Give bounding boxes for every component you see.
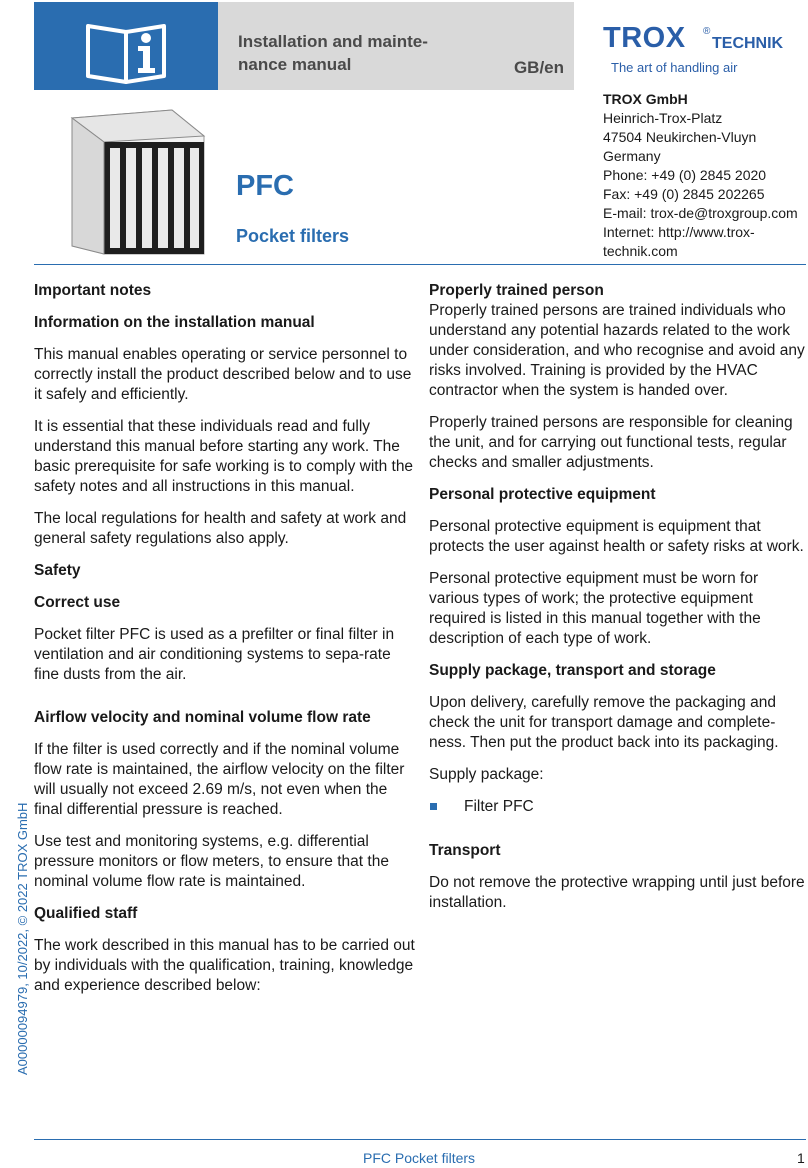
document-reference: A00000094979, 10/2022, © 2022 TROX GmbH [15, 802, 30, 1075]
paragraph: Personal protective equipment must be worn for various types of work; the protective equipment required is listed in this manual together with the description of each type of work. [429, 570, 761, 647]
paragraph: It is essential that these individuals read and fully understand this manual before starting any work. The basic prerequisite for safe working is to comply with the safety notes and all instructions in this manual. [34, 418, 414, 495]
heading-supply-package: Supply package, transport and storage [429, 662, 716, 679]
heading-airflow: Airflow velocity and nominal volume flow rate [34, 709, 371, 726]
address-fax: Fax: +49 (0) 2845 202265 [603, 186, 765, 202]
paragraph: Properly trained persons are trained individuals who understand any potential hazards related to the work under consideration, and who recognise and avoid any risks involved. Training is provided by the HVAC contractor when the system is handed over. [429, 302, 805, 399]
address-country: Germany [603, 148, 661, 164]
right-column [429, 281, 808, 913]
manual-icon-box [34, 2, 218, 90]
trox-logo-technik: TECHNIK [712, 35, 784, 52]
language-code: GB/en [513, 58, 564, 77]
footer-title: PFC Pocket filters [363, 1150, 476, 1166]
company-name: TROX GmbH [603, 91, 688, 107]
footer-divider [34, 1139, 806, 1140]
address-street: Heinrich-Trox-Platz [603, 110, 723, 126]
title-bar [218, 2, 574, 90]
paragraph: The local regulations for health and safety at work and general safety regulations also apply. [34, 510, 407, 547]
paragraph: Do not remove the protective wrapping until just before installation. [429, 874, 805, 911]
product-name: Pocket filters [236, 226, 350, 246]
manual-title: Installation and mainte- nance manual [238, 32, 428, 74]
heading-ppe: Personal protective equipment [429, 486, 656, 503]
paragraph: This manual enables operating or service personnel to correctly install the product described below and to use it safely and efficiently. [34, 346, 412, 403]
product-code: PFC [236, 170, 294, 202]
page-number: 1 [797, 1150, 805, 1166]
address-email[interactable]: E-mail: trox-de@troxgroup.com [603, 205, 798, 221]
paragraph: The work described in this manual has to be carried out by individuals with the qualification, training, knowledge and experience described below: [34, 937, 415, 994]
paragraph: Use test and monitoring systems, e.g. differential pressure monitors or flow meters, to ensure that the nominal volume flow rate is maintained. [34, 833, 389, 890]
heading-qualified-staff: Qualified staff [34, 905, 138, 922]
manual-info-icon [34, 2, 218, 90]
paragraph: Pocket filter PFC is used as a prefilter or final filter in ventilation and air conditioning systems to sepa-rate fine dusts from the air. [34, 626, 395, 683]
address-internet[interactable]: Internet: http://www.trox- [603, 224, 755, 240]
trox-logo-registered: ® [703, 26, 711, 37]
heading-trained-person: Properly trained person [429, 282, 604, 299]
left-column [34, 281, 418, 996]
address-internet-cont[interactable]: technik.com [603, 243, 678, 259]
paragraph: Properly trained persons are responsible for cleaning the unit, and for carrying out functional tests, regular checks and smaller adjustments. [429, 414, 793, 471]
address-city: 47504 Neukirchen-Vluyn [603, 129, 757, 145]
heading-installation-info: Information on the installation manual [34, 314, 315, 331]
paragraph: Personal protective equipment is equipment that protects the user against health or safety risks at work. [429, 518, 804, 555]
heading-transport: Transport [429, 842, 501, 859]
heading-safety: Safety [34, 562, 81, 579]
address-phone: Phone: +49 (0) 2845 2020 [603, 167, 767, 183]
paragraph: Supply package: [429, 766, 544, 783]
paragraph: Upon delivery, carefully remove the packaging and check the unit for transport damage and complete-ness. Then put the product back into its packaging. [429, 694, 779, 751]
list-item [429, 797, 808, 817]
heading-correct-use: Correct use [34, 594, 121, 611]
paragraph: If the filter is used correctly and if the nominal volume flow rate is maintained, the airflow velocity on the filter will usually not exceed 2.69 m/s, not even when the final differential pressure is reached. [34, 741, 405, 818]
company-address [603, 90, 808, 261]
bullet-square-icon [430, 803, 437, 810]
heading-important-notes: Important notes [34, 282, 152, 299]
trox-logo: TROX [603, 22, 686, 54]
pocket-filter-image [62, 106, 212, 256]
list-item-text: Filter PFC [464, 798, 534, 815]
trox-tagline: The art of handling air [611, 60, 738, 75]
header-divider [34, 264, 806, 265]
